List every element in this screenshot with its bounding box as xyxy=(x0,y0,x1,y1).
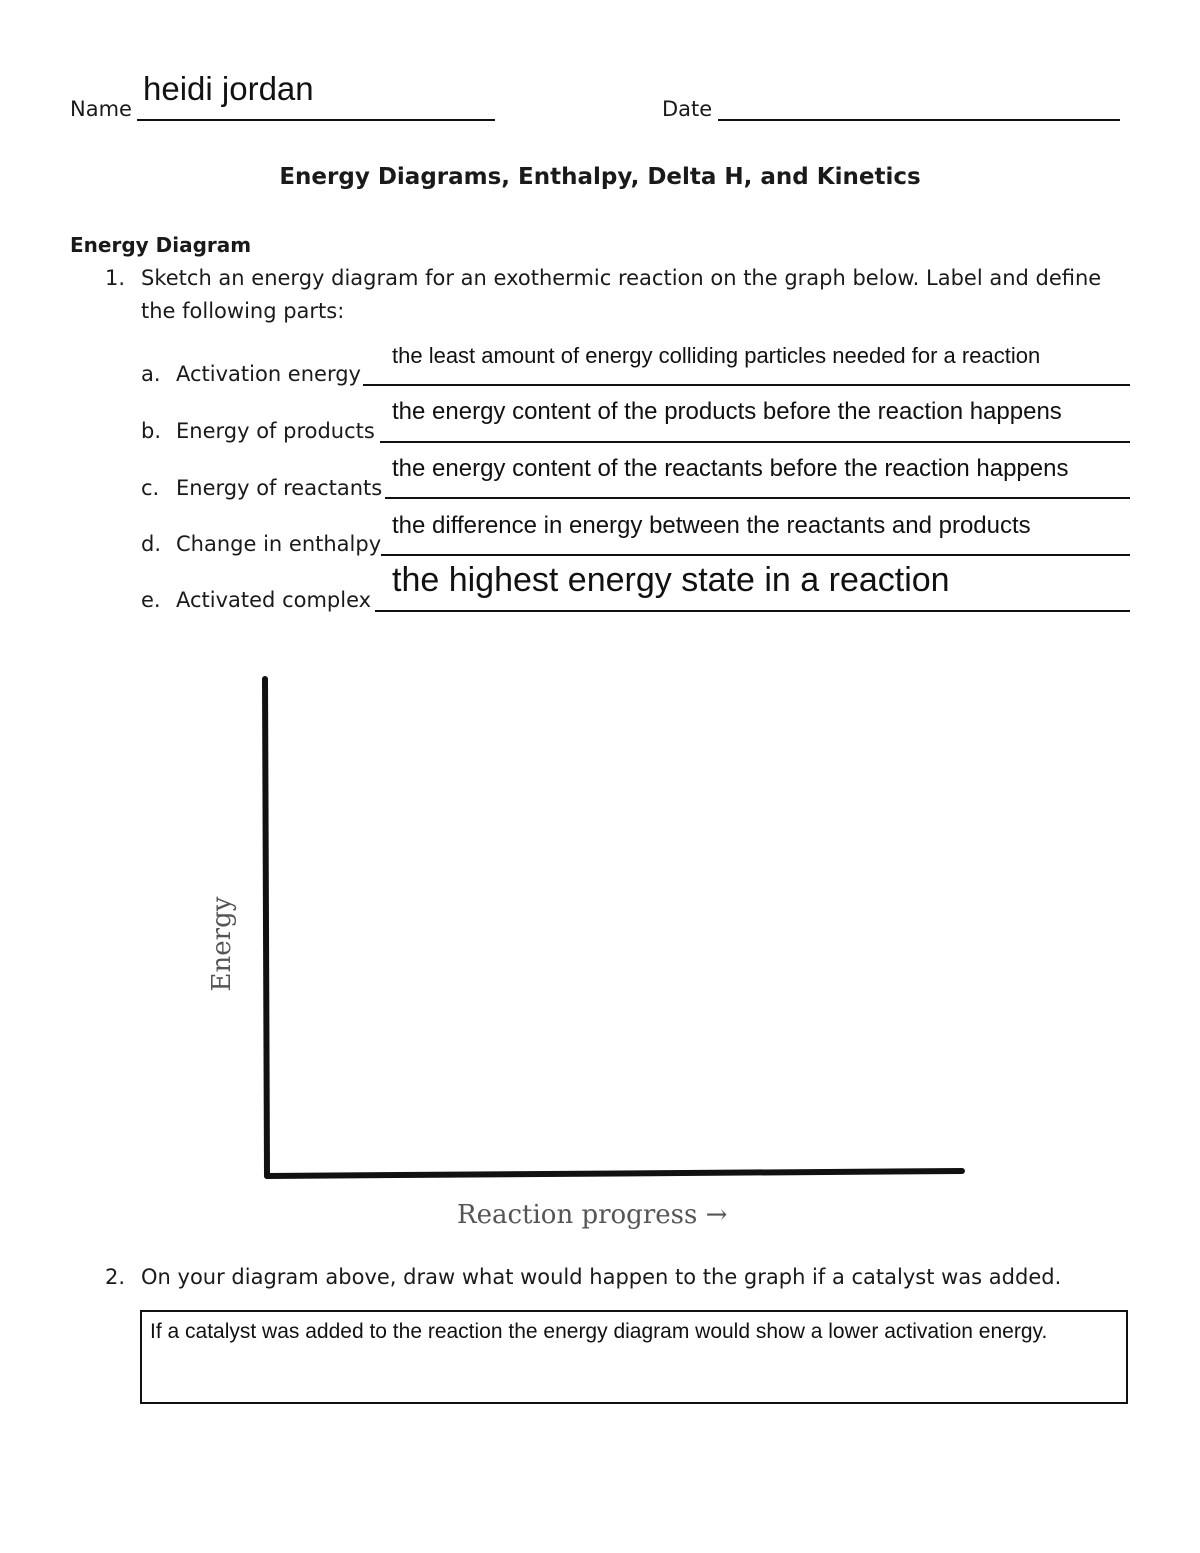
name-value[interactable]: heidi jordan xyxy=(143,70,314,107)
item-e-label: Activated complex xyxy=(176,588,372,612)
question-1-number: 1. xyxy=(105,266,126,290)
item-d-label: Change in enthalpy xyxy=(176,532,382,556)
question-2-answer[interactable]: If a catalyst was added to the reaction the energy diagram would show a lower activation energy. xyxy=(150,1320,1048,1343)
item-a-label: Activation energy xyxy=(176,362,361,386)
name-label: Name xyxy=(70,97,132,121)
item-c-letter: c. xyxy=(141,476,160,500)
item-a-letter: a. xyxy=(141,362,161,386)
item-b-label: Energy of products xyxy=(176,419,375,443)
date-label: Date xyxy=(662,97,713,121)
item-e-answer[interactable]: the highest energy state in a reaction xyxy=(392,561,950,599)
x-axis-label: Reaction progress → xyxy=(457,1200,728,1230)
question-2-answer-box[interactable] xyxy=(140,1310,1128,1404)
x-axis xyxy=(267,1171,962,1176)
item-c-answer[interactable]: the energy content of the reactants before the reaction happens xyxy=(392,455,1069,482)
section-heading: Energy Diagram xyxy=(70,233,252,257)
page-title: Energy Diagrams, Enthalpy, Delta H, and Kinetics xyxy=(279,164,921,190)
question-2-number: 2. xyxy=(105,1265,126,1289)
item-d-answer[interactable]: the difference in energy between the reactants and products xyxy=(392,512,1031,539)
item-d-letter: d. xyxy=(141,532,162,556)
item-c-label: Energy of reactants xyxy=(176,476,383,500)
y-axis-label: Energy xyxy=(207,896,237,992)
question-1-text: Sketch an energy diagram for an exothermic reaction on the graph below. Label and define the following parts: xyxy=(141,266,1102,323)
y-axis xyxy=(265,679,267,1176)
question-2-text: On your diagram above, draw what would happen to the graph if a catalyst was added. xyxy=(141,1265,1062,1289)
item-b-answer[interactable]: the energy content of the products before the reaction happens xyxy=(392,398,1062,425)
item-b-letter: b. xyxy=(141,419,162,443)
item-e-letter: e. xyxy=(141,588,161,612)
item-a-answer[interactable]: the least amount of energy colliding particles needed for a reaction xyxy=(392,343,1041,368)
